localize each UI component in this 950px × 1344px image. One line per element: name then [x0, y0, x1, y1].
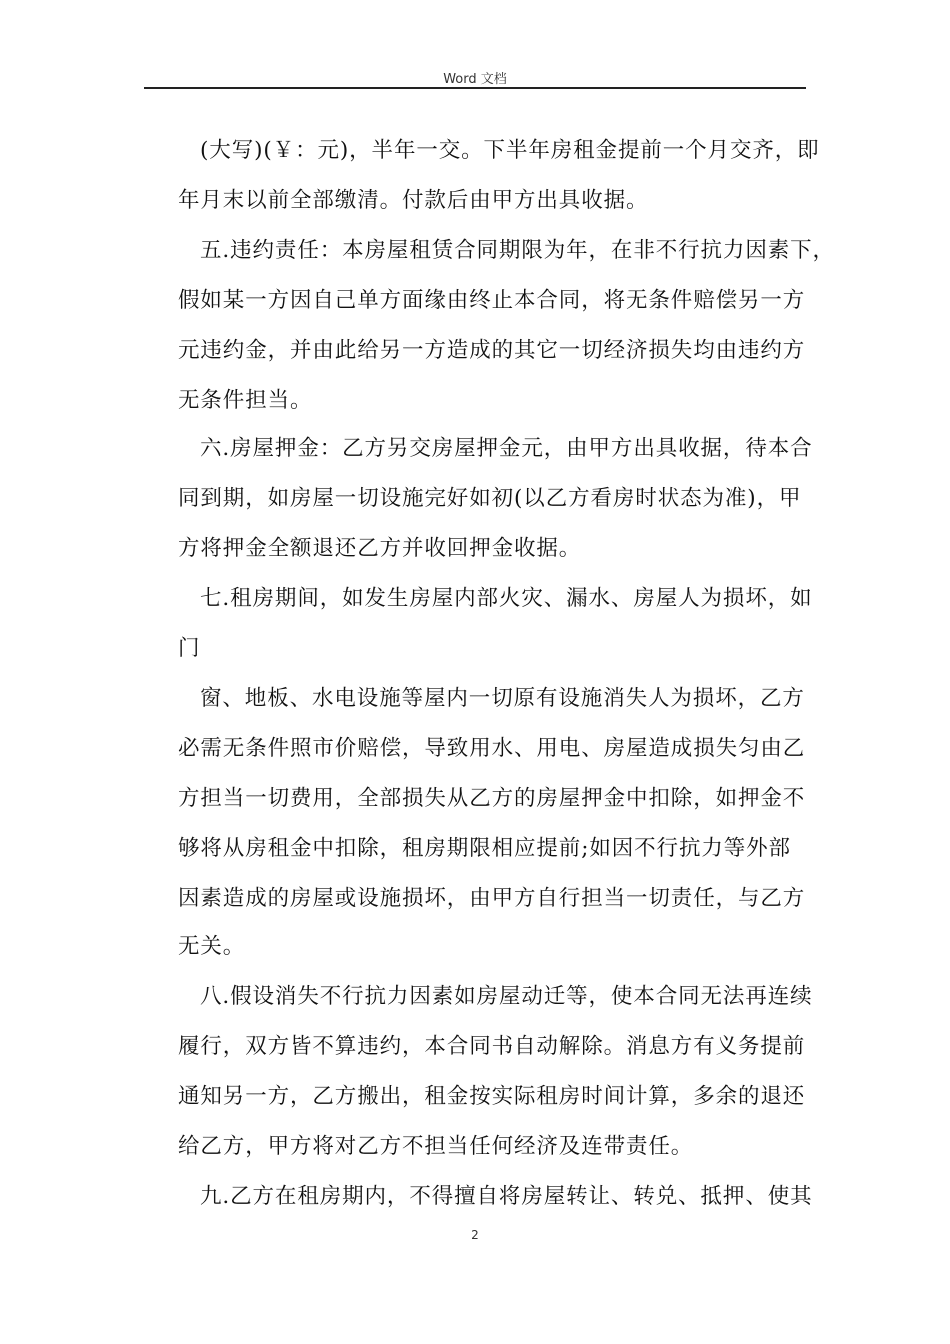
- text-line: 履行，双方皆不算违约，本合同书自动解除。消息方有义务提前: [178, 1034, 806, 1059]
- text-line: 窗、地板、水电设施等屋内一切原有设施消失人为损坏，乙方: [200, 686, 805, 711]
- text-line: 六.房屋押金：乙方另交房屋押金元，由甲方出具收据，待本合: [200, 436, 813, 461]
- text-line: 方担当一切费用，全部损失从乙方的房屋押金中扣除，如押金不: [178, 786, 806, 811]
- text-line: 八.假设消失不行抗力因素如房屋动迁等，使本合同无法再连续: [200, 984, 813, 1009]
- text-line: 通知另一方，乙方搬出，租金按实际租房时间计算，多余的退还: [178, 1084, 806, 1109]
- text-line: 假如某一方因自己单方面缘由终止本合同，将无条件赔偿另一方: [178, 288, 806, 313]
- text-line: 够将从房租金中扣除，租房期限相应提前;如因不行抗力等外部: [178, 836, 791, 861]
- text-line: 七.租房期间，如发生房屋内部火灾、漏水、房屋人为损坏，如: [200, 586, 813, 611]
- text-line: 给乙方，甲方将对乙方不担当任何经济及连带责任。: [178, 1134, 694, 1159]
- text-line: 五.违约责任：本房屋租赁合同期限为年，在非不行抗力因素下，: [200, 238, 835, 263]
- text-line: 方将押金全额退还乙方并收回押金收据。: [178, 536, 582, 561]
- text-line: 无条件担当。: [178, 388, 313, 413]
- header-divider: [144, 87, 806, 89]
- text-line: 无关。: [178, 934, 246, 959]
- text-line: 同到期，如房屋一切设施完好如初(以乙方看房时状态为准)，甲: [178, 486, 802, 511]
- text-line: 必需无条件照市价赔偿，导致用水、用电、房屋造成损失匀由乙: [178, 736, 806, 761]
- text-line: 门: [178, 636, 201, 661]
- page-header-title: Word 文档: [443, 72, 507, 87]
- text-line: 九.乙方在租房期内，不得擅自将房屋转让、转兑、抵押、使其: [200, 1184, 813, 1209]
- text-line: 元违约金，并由此给另一方造成的其它一切经济损失均由违约方: [178, 338, 806, 363]
- text-line: (大写)(￥：元)，半年一交。下半年房租金提前一个月交齐，即: [200, 138, 820, 163]
- text-line: 年月末以前全部缴清。付款后由甲方出具收据。: [178, 188, 649, 213]
- text-line: 因素造成的房屋或设施损坏，由甲方自行担当一切责任，与乙方: [178, 886, 806, 911]
- page-number: 2: [471, 1228, 479, 1242]
